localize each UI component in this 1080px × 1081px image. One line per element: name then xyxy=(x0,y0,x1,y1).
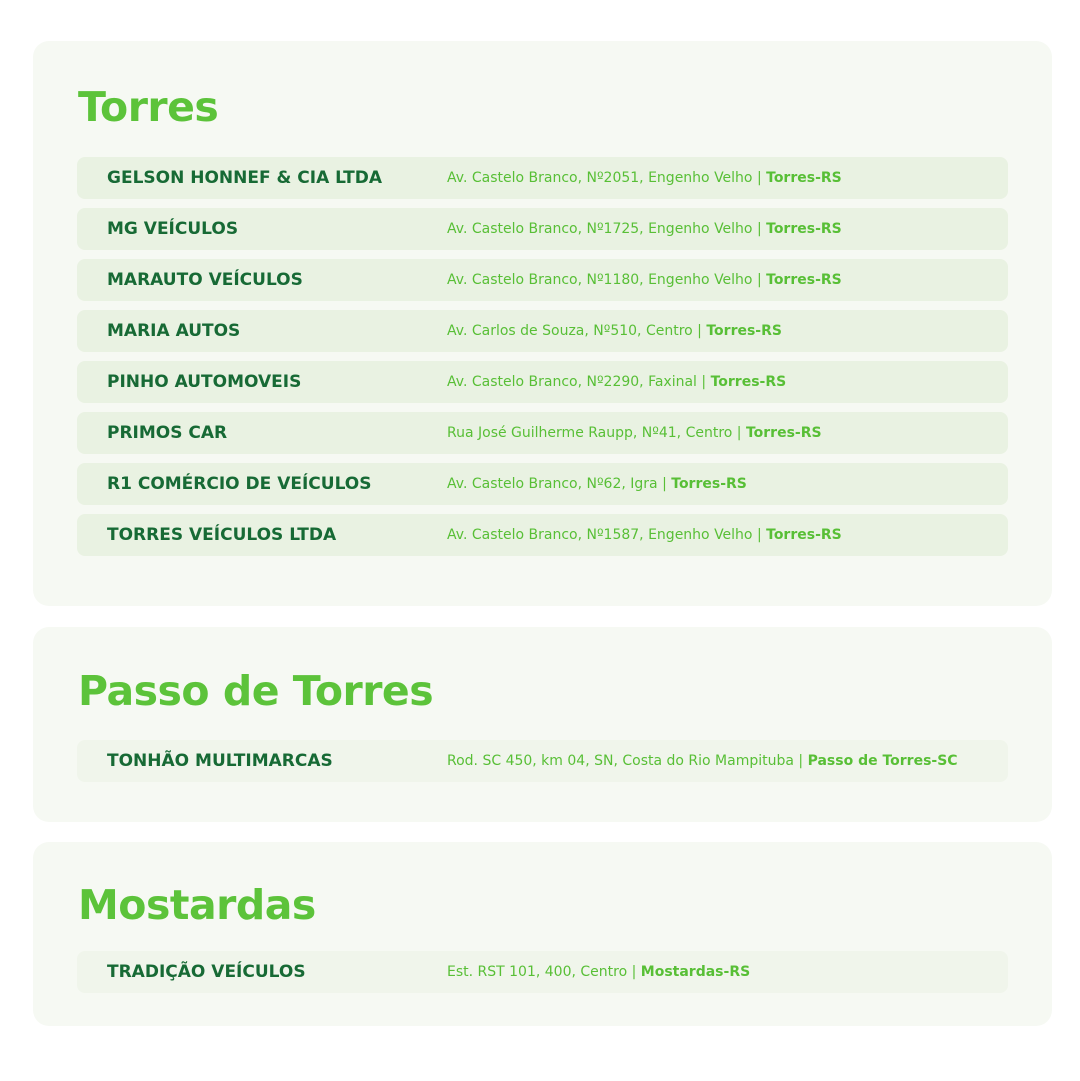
dealer-list xyxy=(77,157,1008,565)
section-card-mostardas xyxy=(33,842,1052,1026)
dealer-city: Torres-RS xyxy=(766,221,842,237)
dealer-city: Torres-RS xyxy=(745,425,822,441)
section-title: Passo de Torres xyxy=(78,667,434,715)
dealer-name: GELSON HONNEF & CIA LTDA xyxy=(107,168,383,188)
dealer-row xyxy=(77,951,1008,993)
dealer-address: Rua José Guilherme Raupp, Nº41, Centro | Torres-RS xyxy=(447,425,822,441)
dealer-city: Torres-RS xyxy=(766,527,842,543)
dealer-row xyxy=(77,208,1008,250)
dealer-address: Av. Castelo Branco, Nº1587, Engenho Velho | Torres-RS xyxy=(447,527,842,543)
dealer-name: PINHO AUTOMOVEIS xyxy=(107,372,302,392)
dealer-address: Av. Castelo Branco, Nº1180, Engenho Velho | Torres-RS xyxy=(447,272,842,288)
dealer-city: Torres-RS xyxy=(710,374,787,390)
dealer-name: R1 COMÉRCIO DE VEÍCULOS xyxy=(107,474,372,494)
dealer-city: Torres-RS xyxy=(671,476,747,492)
dealer-row xyxy=(77,259,1008,301)
dealer-row xyxy=(77,740,1008,782)
dealer-city: Passo de Torres-SC xyxy=(807,753,958,769)
dealer-name: MARAUTO VEÍCULOS xyxy=(107,270,303,290)
dealer-row xyxy=(77,412,1008,454)
section-card-torres xyxy=(33,41,1052,606)
dealer-name: TRADIÇÃO VEÍCULOS xyxy=(107,962,306,982)
dealer-row xyxy=(77,310,1008,352)
dealer-city: Mostardas-RS xyxy=(640,964,751,980)
section-title: Mostardas xyxy=(78,881,316,929)
dealer-address: Est. RST 101, 400, Centro | Mostardas-RS xyxy=(447,964,751,980)
dealer-city: Torres-RS xyxy=(706,323,782,339)
dealer-name: TONHÃO MULTIMARCAS xyxy=(107,751,333,771)
dealer-name: TORRES VEÍCULOS LTDA xyxy=(107,525,337,545)
dealer-row xyxy=(77,157,1008,199)
dealer-address: Av. Carlos de Souza, Nº510, Centro | Torres-RS xyxy=(447,323,782,339)
dealer-city: Torres-RS xyxy=(766,272,842,288)
dealer-address: Av. Castelo Branco, Nº2290, Faxinal | Torres-RS xyxy=(447,374,787,390)
dealer-address: Av. Castelo Branco, Nº2051, Engenho Velho | Torres-RS xyxy=(447,170,842,186)
dealer-address: Av. Castelo Branco, Nº62, Igra | Torres-RS xyxy=(447,476,747,492)
dealer-address: Av. Castelo Branco, Nº1725, Engenho Velho | Torres-RS xyxy=(447,221,842,237)
dealer-name: MARIA AUTOS xyxy=(107,321,241,341)
dealer-list xyxy=(77,951,1008,1002)
dealer-row xyxy=(77,361,1008,403)
dealer-row xyxy=(77,463,1008,505)
section-title: Torres xyxy=(78,83,219,131)
dealer-list xyxy=(77,740,1008,791)
dealer-address: Rod. SC 450, km 04, SN, Costa do Rio Mampituba | Passo de Torres-SC xyxy=(447,753,958,769)
dealer-city: Torres-RS xyxy=(766,170,842,186)
dealer-name: MG VEÍCULOS xyxy=(107,219,239,239)
dealer-row xyxy=(77,514,1008,556)
section-card-passo-de-torres xyxy=(33,627,1052,822)
dealer-name: PRIMOS CAR xyxy=(107,423,228,443)
